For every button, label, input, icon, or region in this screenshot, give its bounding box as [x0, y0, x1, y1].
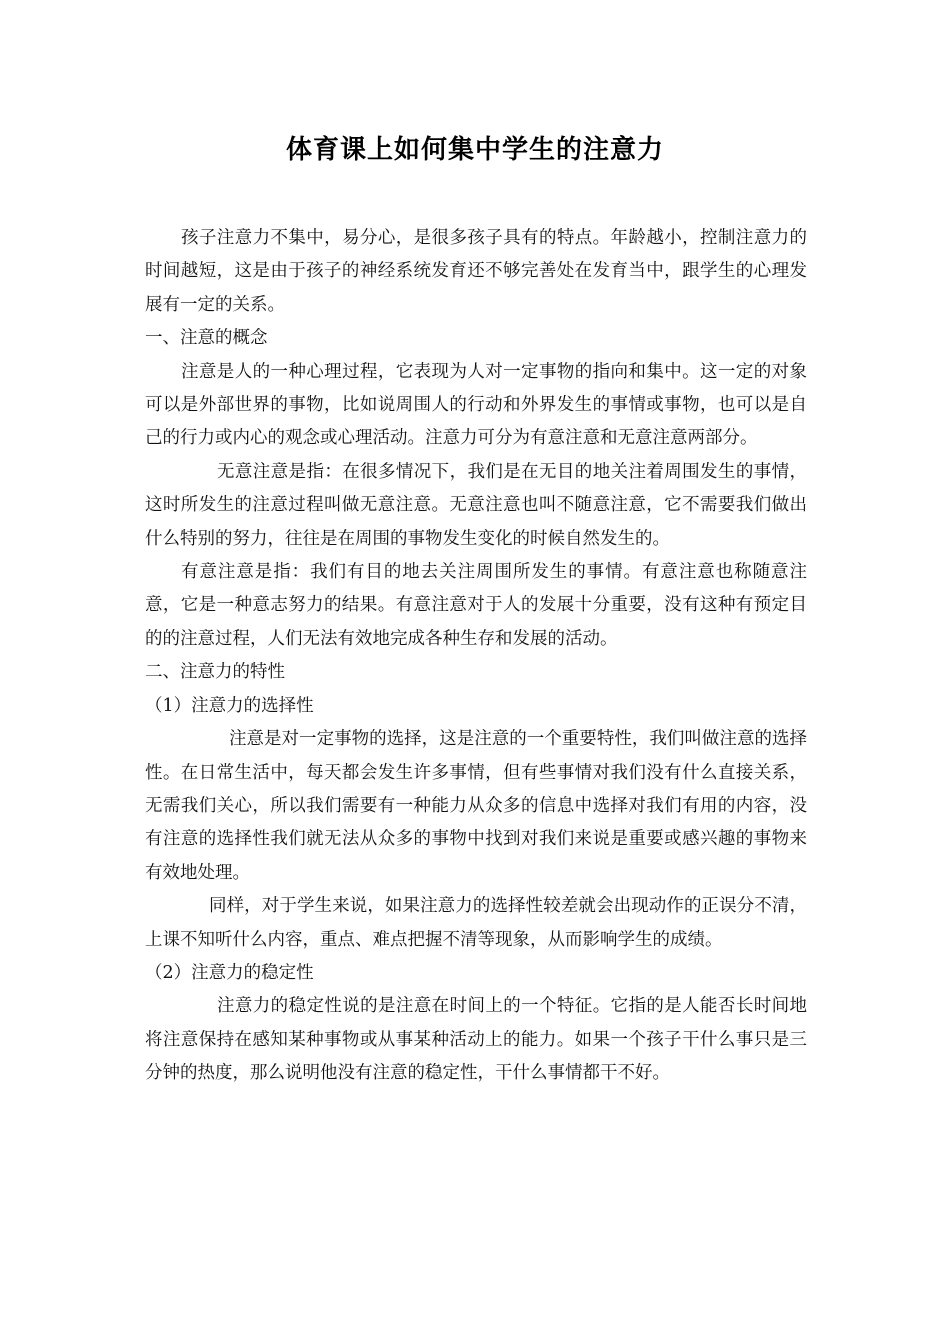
paragraph-concept: 注意是人的一种心理过程，它表现为人对一定事物的指向和集中。这一定的对象可以是外部世界的事物，比如说周围人的行动和外界发生的事情或事物，也可以是自己的行力或内心的观念或心理活动。注意力可分为有意注意和无意注意两部分。	[145, 361, 807, 449]
paragraph-stability: 注意力的稳定性说的是注意在时间上的一个特征。它指的是人能否长时间地将注意保持在感知某种事物或从事某种活动上的能力。如果一个孩子干什么事只是三分钟的热度，那么说明他没有注意的稳定性，干什么事情都干不好。	[145, 996, 807, 1084]
document-body	[145, 222, 807, 1091]
paragraph-voluntary-attention: 有意注意是指：我们有目的地去关注周围所发生的事情。有意注意也称随意注意，它是一种意志努力的结果。有意注意对于人的发展十分重要，没有这种有预定目的的注意过程，人们无法有效地完成各种生存和发展的活动。	[145, 562, 807, 649]
document-title: 体育课上如何集中学生的注意力	[285, 135, 664, 165]
paragraph-selectivity: 注意是对一定事物的选择，这是注意的一个重要特性，我们叫做注意的选择性。在日常生活中，每天都会发生许多事情，但有些事情对我们没有什么直接关系，无需我们关心，所以我们需要有一种能力从众多的信息中选择对我们有用的内容，没有注意的选择性我们就无法从众多的事物中找到对我们来说是重要或感兴趣的事物来有效地处理。	[145, 729, 807, 883]
subheading-stability: （2）注意力的稳定性	[145, 962, 314, 983]
section-heading-characteristics: 二、注意力的特性	[145, 662, 285, 683]
subheading-selectivity: （1）注意力的选择性	[145, 695, 314, 716]
paragraph-involuntary-attention: 无意注意是指：在很多情况下，我们是在无目的地关注着周围发生的事情，这时所发生的注意过程叫做无意注意。无意注意也叫不随意注意，它不需要我们做出什么特别的努力，往往是在周围的事物发生变化的时候自然发生的。	[145, 461, 807, 549]
paragraph-selectivity-students: 同样，对于学生来说，如果注意力的选择性较差就会出现动作的正误分不清，上课不知听什么内容，重点、难点把握不清等现象，从而影响学生的成绩。	[145, 896, 807, 950]
section-heading-concept: 一、注意的概念	[145, 328, 268, 349]
paragraph-intro: 孩子注意力不集中，易分心，是很多孩子具有的特点。年龄越小，控制注意力的时间越短，这是由于孩子的神经系统发育还不够完善处在发育当中，跟学生的心理发展有一定的关系。	[145, 228, 807, 315]
